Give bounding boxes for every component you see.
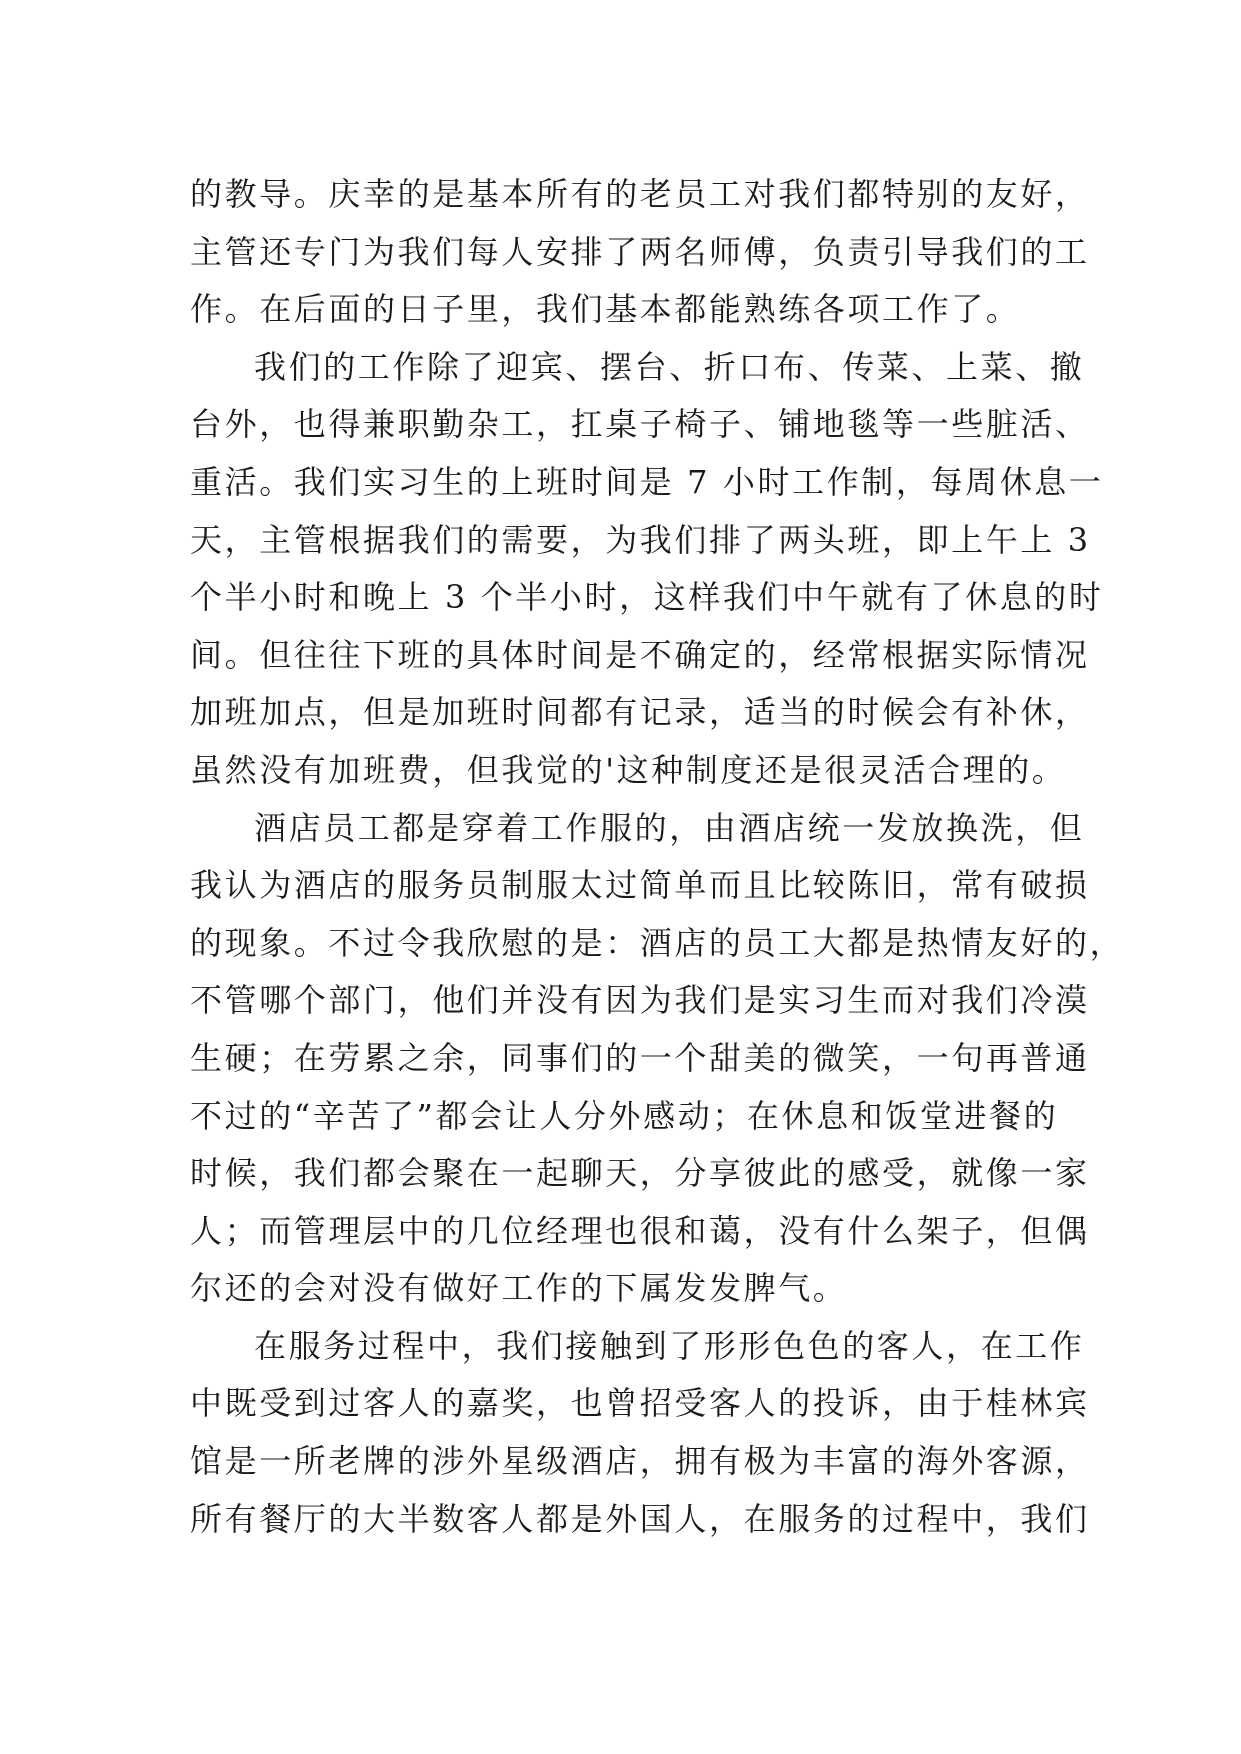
text-line: 时候，我们都会聚在一起聊天，分享彼此的感受，就像一家 [190,1154,1090,1193]
text-line: 生硬；在劳累之余，同事们的一个甜美的微笑，一句再普通 [190,1038,1090,1077]
text-line: 间。但往往下班的具体时间是不确定的，经常根据实际情况 [190,635,1090,674]
text-line: 的现象。不过令我欣慰的是：酒店的员工大都是热情友好的， [190,923,1125,962]
text-line: 主管还专门为我们每人安排了两名师傅，负责引导我们的工 [190,232,1090,271]
text-line: 馆是一所老牌的涉外星级酒店，拥有极为丰富的海外客源， [190,1442,1090,1481]
text-line: 的教导。庆幸的是基本所有的老员工对我们都特别的友好， [190,175,1090,213]
paragraph-first-line: 酒店员工都是穿着工作服的，由酒店统一发放换洗，但 [254,808,1085,847]
text-line: 加班加点，但是加班时间都有记录，适当的时候会有补休， [190,693,1090,732]
text-line: 天，主管根据我们的需要，为我们排了两头班，即上午上 3 [190,520,1091,559]
text-line: 台外，也得兼职勤杂工，扛桌子椅子、铺地毯等一些脏活、 [190,405,1090,444]
paragraph-first-line: 在服务过程中，我们接触到了形形色色的客人，在工作 [254,1326,1085,1365]
text-line: 所有餐厅的大半数客人都是外国人，在服务的过程中，我们 [190,1499,1090,1538]
body-text [190,166,1125,1548]
text-line: 我认为酒店的服务员制服太过简单而且比较陈旧，常有破损 [190,866,1090,905]
text-line: 重活。我们实习生的上班时间是 7 小时工作制，每周休息一 [190,462,1104,501]
text-line: 作。在后面的日子里，我们基本都能熟练各项工作了。 [190,290,1021,329]
text-line: 虽然没有加班费，但我觉的'这种制度还是很灵活合理的。 [190,750,1067,789]
text-line: 个半小时和晚上 3 个半小时，这样我们中午就有了休息的时 [190,578,1104,617]
text-line: 中既受到过客人的嘉奖，也曾招受客人的投诉，由于桂林宾 [190,1384,1090,1423]
text-line: 人；而管理层中的几位经理也很和蔼，没有什么架子，但偶 [190,1211,1090,1250]
paragraph-first-line: 我们的工作除了迎宾、摆台、折口布、传菜、上菜、撤 [254,347,1085,386]
text-line: 不管哪个部门，他们并没有因为我们是实习生而对我们冷漠 [190,981,1090,1020]
text-line: 不过的“辛苦了”都会让人分外感动；在休息和饭堂进餐的 [190,1096,1059,1135]
text-line: 尔还的会对没有做好工作的下属发发脾气。 [190,1269,848,1308]
